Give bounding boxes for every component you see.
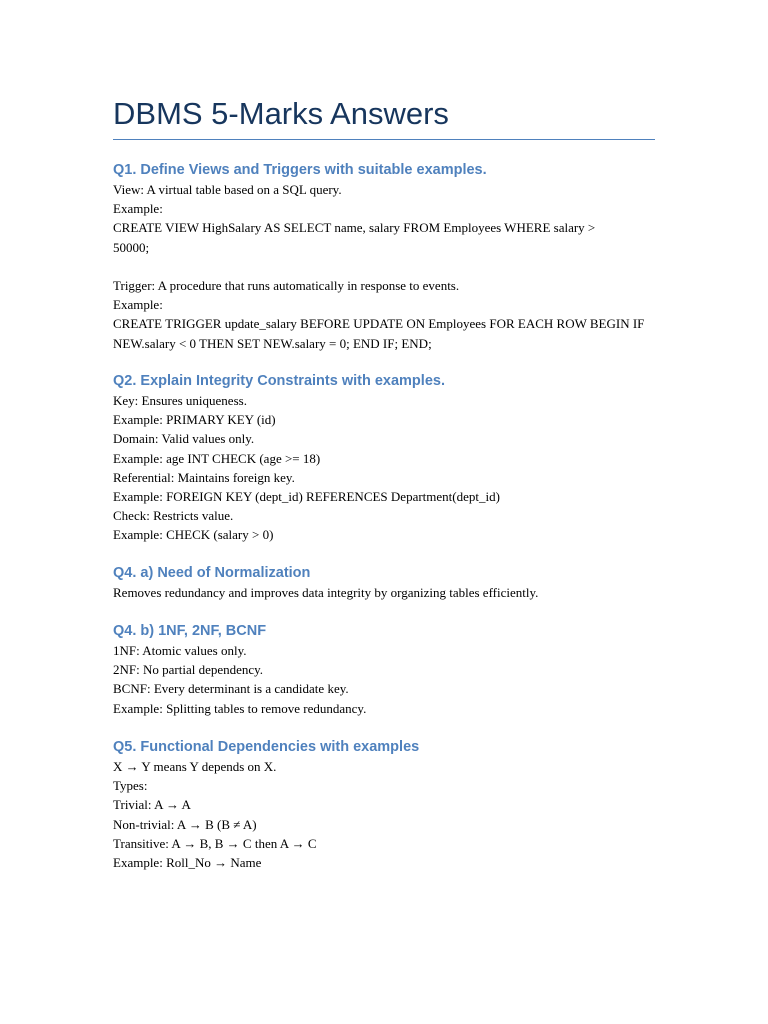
body-line: NEW.salary < 0 THEN SET NEW.salary = 0; END IF; END; [113, 335, 432, 351]
section-q2 [113, 371, 673, 545]
blank-line [113, 257, 673, 276]
section-body [113, 180, 673, 353]
section-body [113, 757, 673, 872]
section-q4a [113, 563, 673, 602]
document-title: DBMS 5-Marks Answers [113, 96, 449, 131]
body-line: BCNF: Every determinant is a candidate key. [113, 681, 349, 697]
body-line: Example: Splitting tables to remove redundancy. [113, 700, 367, 716]
section-body [113, 391, 673, 545]
section-q5 [113, 737, 673, 872]
body-line: Check: Restricts value. [113, 508, 234, 524]
section-heading: Q4. a) Need of Normalization [113, 565, 311, 581]
body-line: Types: [113, 778, 148, 794]
section-heading: Q2. Explain Integrity Constraints with examples. [113, 373, 445, 389]
section-body [113, 583, 673, 602]
body-line: Example: [113, 297, 163, 313]
body-line: Example: [113, 201, 163, 217]
body-line: Transitive: A → B, B → C then A → C [113, 835, 317, 851]
body-line: Example: PRIMARY KEY (id) [113, 412, 276, 428]
body-line: 2NF: No partial dependency. [113, 662, 264, 678]
body-line: CREATE VIEW HighSalary AS SELECT name, salary FROM Employees WHERE salary > [113, 220, 596, 236]
body-line: Referential: Maintains foreign key. [113, 469, 295, 485]
body-line: 1NF: Atomic values only. [113, 643, 247, 658]
body-line: Removes redundancy and improves data integrity by organizing tables efficiently. [113, 585, 539, 600]
body-line: Domain: Valid values only. [113, 431, 255, 447]
section-body [113, 641, 673, 718]
body-line: Non-trivial: A → B (B ≠ A) [113, 816, 257, 832]
body-line: Trivial: A → A [113, 797, 191, 813]
body-line: Example: age INT CHECK (age >= 18) [113, 450, 321, 466]
title-underline [113, 139, 655, 140]
body-line: Example: FOREIGN KEY (dept_id) REFERENCES Department(dept_id) [113, 488, 500, 504]
body-line: Key: Ensures uniqueness. [113, 393, 247, 408]
section-heading: Q1. Define Views and Triggers with suitable examples. [113, 162, 487, 178]
section-heading: Q4. b) 1NF, 2NF, BCNF [113, 623, 267, 639]
body-line: 50000; [113, 239, 150, 255]
body-line: X → Y means Y depends on X. [113, 759, 277, 774]
section-heading: Q5. Functional Dependencies with examples [113, 739, 420, 755]
body-line: View: A virtual table based on a SQL query. [113, 182, 342, 197]
body-line: Example: Roll_No → Name [113, 854, 262, 870]
section-q4b [113, 621, 673, 718]
section-q1 [113, 160, 673, 353]
body-line: Example: CHECK (salary > 0) [113, 527, 274, 543]
body-line: CREATE TRIGGER update_salary BEFORE UPDATE ON Employees FOR EACH ROW BEGIN IF [113, 316, 645, 332]
body-line: Trigger: A procedure that runs automatically in response to events. [113, 277, 460, 293]
